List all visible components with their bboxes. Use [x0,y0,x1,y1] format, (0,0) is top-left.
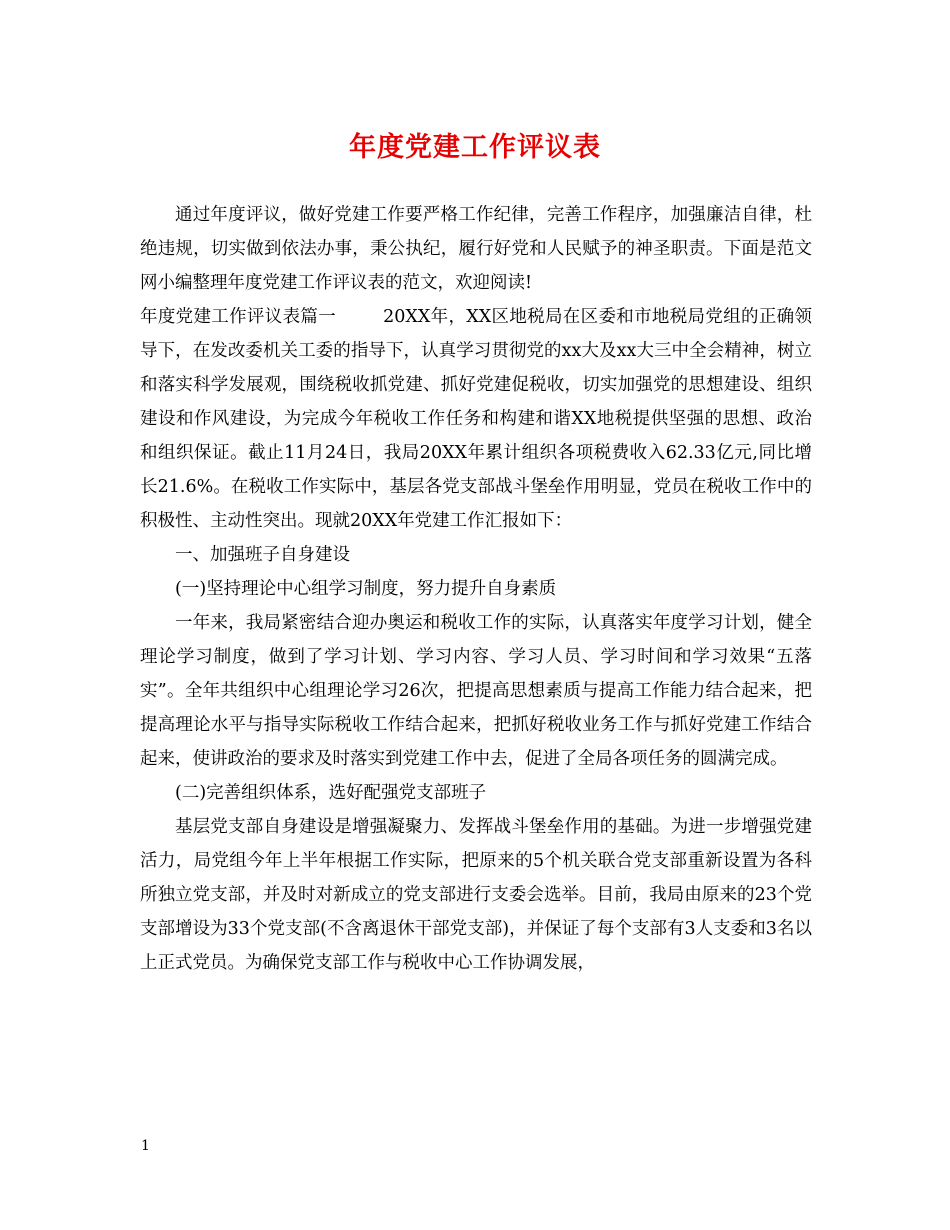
section-one-label: 年度党建工作评议表篇一 [140,307,337,327]
heading-1-1: (一)坚持理论中心组学习制度，努力提升自身素质 [175,579,557,599]
document-title: 年度党建工作评议表 [349,132,601,163]
heading-1-2: (二)完善组织体系，选好配强党支部班子 [175,783,487,803]
heading-1: 一、加强班子自身建设 [175,545,350,565]
page-number: 1 [141,1138,150,1154]
section-one-paragraph [140,300,812,538]
intro-paragraph: 通过年度评议，做好党建工作要严格工作纪律，完善工作程序，加强廉洁自律，杜绝违规，切实做到依法办事，秉公执纪，履行好党和人民赋予的神圣职责。下面是范文网小编整理年度党建工作评议表的范文，欢迎阅读! [140,205,812,293]
paragraph-1-1: 一年来，我局紧密结合迎办奥运和税收工作的实际，认真落实年度学习计划，健全理论学习制度，做到了学习计划、学习内容、学习人员、学习时间和学习效果“五落实”。全年共组织中心组理论学习26次，把提高思想素质与提高工作能力结合起来，把提高理论水平与指导实际税收工作结合起来，把抓好税收业务工作与抓好党建工作结合起来，使讲政治的要求及时落实到党建工作中去，促进了全局各项任务的圆满完成。 [140,613,812,769]
paragraph-1-2: 基层党支部自身建设是增强凝聚力、发挥战斗堡垒作用的基础。为进一步增强党建活力，局党组今年上半年根据工作实际，把原来的5个机关联合党支部重新设置为各科所独立党支部，并及时对新成立的党支部进行支委会选举。目前，我局由原来的23个党支部增设为33个党支部(不含离退休干部党支部)，并保证了每个支部有3人支委和3名以上正式党员。为确保党支部工作与税收中心工作协调发展， [140,817,812,973]
section-one-text: 20XX年，XX区地税局在区委和市地税局党组的正确领导下，在发改委机关工委的指导下，认真学习贯彻党的xx大及xx大三中全会精神，树立和落实科学发展观，围绕税收抓党建、抓好党建促税收，切实加强党的思想建设、组织建设和作风建设，为完成今年税收工作任务和构建和谐XX地税提供坚强的思想、政治和组织保证。截止11月24日，我局20XX年累计组织各项税费收入62.33亿元,同比增长21.6%。在税收工作实际中，基层各党支部战斗堡垒作用明显，党员在税收工作中的积极性、主动性突出。现就20XX年党建工作汇报如下： [140,307,812,531]
section-one-spacer [336,307,383,327]
document-body [140,198,812,980]
